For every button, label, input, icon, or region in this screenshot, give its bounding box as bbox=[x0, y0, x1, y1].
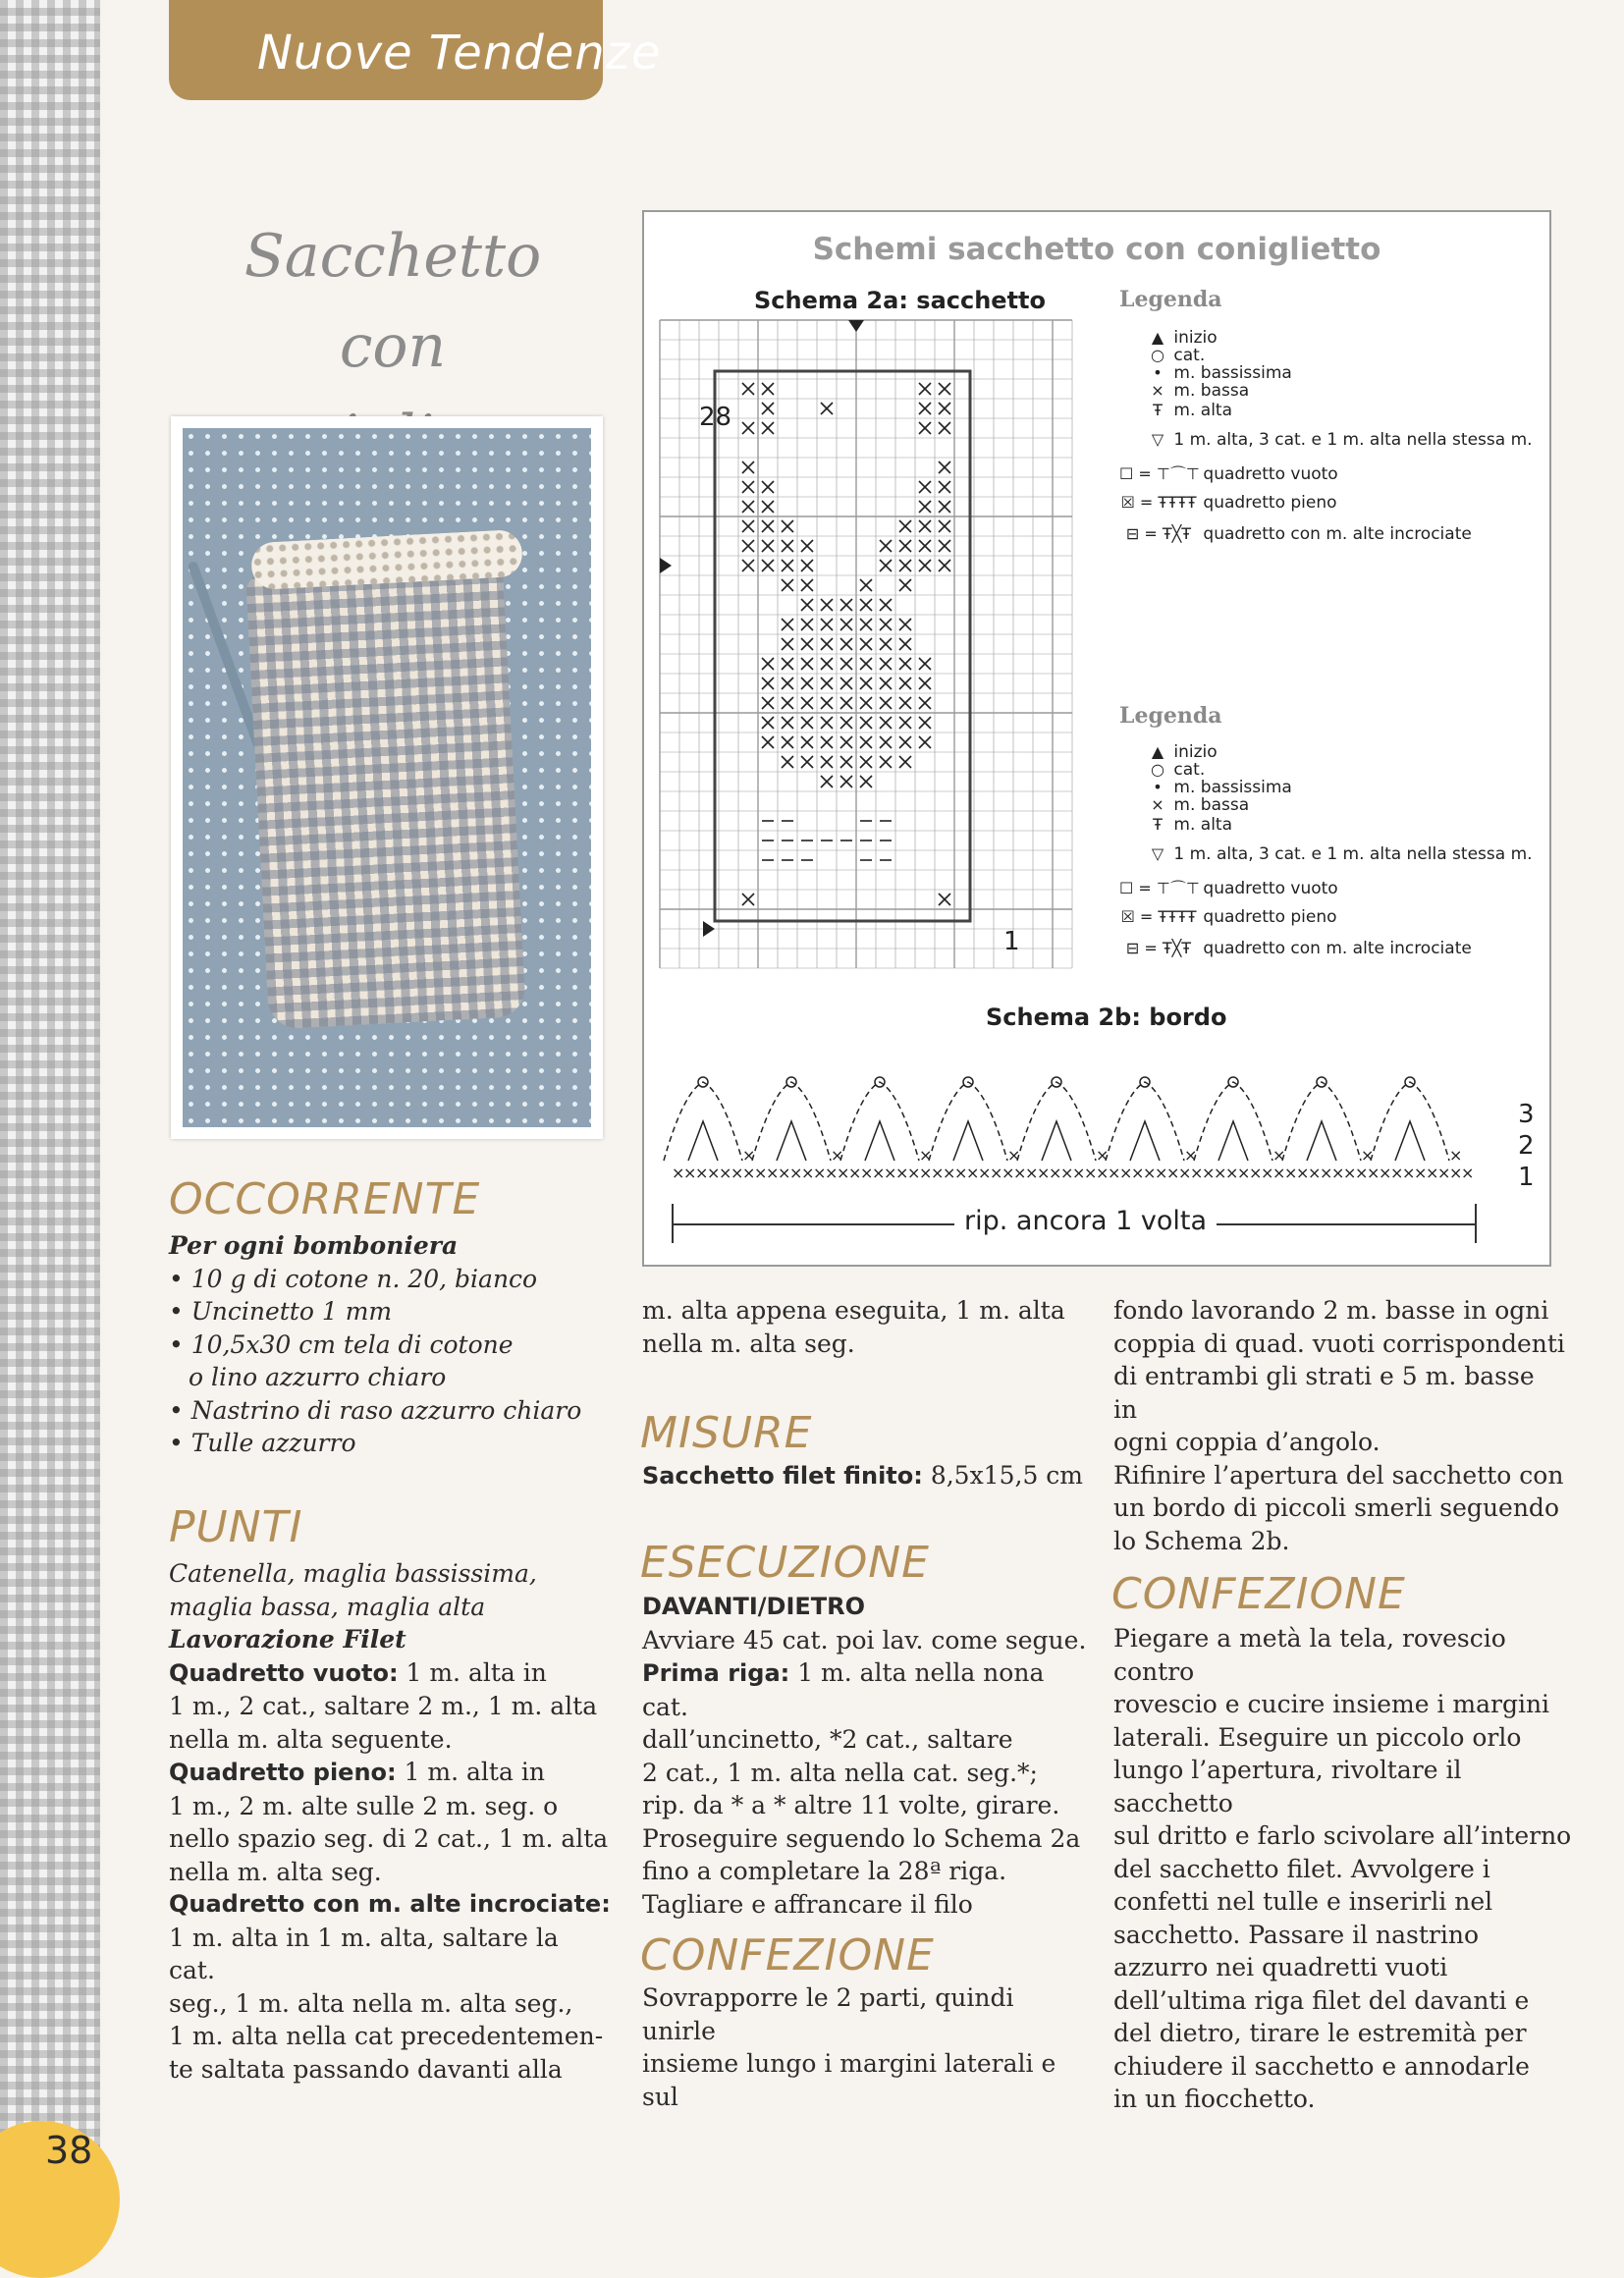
svg-text:×: × bbox=[1449, 1164, 1463, 1182]
svg-text:×: × bbox=[1001, 1164, 1015, 1182]
svg-text:×: × bbox=[831, 1146, 844, 1165]
rip-tick-right bbox=[1475, 1204, 1477, 1243]
text-line: del dietro, tirare le estremità per bbox=[1113, 2019, 1527, 2047]
punti-line: nella m. alta seguente. bbox=[169, 1724, 453, 1754]
legend-text: quadretto con m. alte incrociate bbox=[1198, 939, 1472, 958]
svg-text:×: × bbox=[1449, 1146, 1463, 1165]
text-line: Sovrapporre le 2 parti, quindi unirle bbox=[642, 1983, 1014, 2045]
punti-line: te saltata passando davanti alla bbox=[169, 2054, 563, 2084]
col2-continuation bbox=[642, 1294, 1074, 1360]
svg-text:×: × bbox=[1184, 1146, 1198, 1165]
esecuzione-text bbox=[642, 1591, 1094, 1921]
confezione-text-1 bbox=[642, 1981, 1094, 2113]
punti-line: 1 m., 2 m. alte sulle 2 m. seg. o bbox=[169, 1791, 559, 1820]
svg-text:×: × bbox=[1249, 1164, 1263, 1182]
svg-text:×: × bbox=[860, 1164, 874, 1182]
text-line: Tagliare e affrancare il filo bbox=[642, 1889, 973, 1919]
svg-text:×: × bbox=[848, 1164, 862, 1182]
legend-title-2: Legenda bbox=[1119, 703, 1222, 729]
text-line: di entrambi gli strati e 5 m. basse in bbox=[1113, 1362, 1535, 1424]
punti-pieno bbox=[169, 1756, 611, 1790]
legend-item bbox=[1147, 430, 1533, 450]
punti-line: Catenella, maglia bassissima, bbox=[169, 1559, 537, 1588]
legend-text: cat. bbox=[1168, 760, 1206, 780]
legend-item bbox=[1147, 328, 1218, 348]
legend-text: quadretto con m. alte incrociate bbox=[1198, 524, 1472, 544]
text-line: Rifinire l’apertura del sacchetto con bbox=[1113, 1460, 1564, 1490]
vuoto-label: Quadretto vuoto: bbox=[169, 1658, 399, 1687]
bordo-row-1: 1 bbox=[1518, 1163, 1535, 1192]
row-label-top: 28 bbox=[699, 403, 732, 432]
pieno-label: Quadretto pieno: bbox=[169, 1759, 397, 1786]
occorrente-item: • Uncinetto 1 mm bbox=[169, 1297, 393, 1326]
legend-text: quadretto vuoto bbox=[1198, 464, 1338, 484]
legend-text: quadretto vuoto bbox=[1198, 879, 1338, 898]
svg-text:×: × bbox=[1007, 1146, 1021, 1165]
text-line: 1 m. alta nella nona cat. bbox=[642, 1658, 1045, 1721]
svg-text:×: × bbox=[919, 1146, 933, 1165]
svg-text:×: × bbox=[1379, 1164, 1392, 1182]
svg-text:×: × bbox=[1331, 1164, 1345, 1182]
legend-symbol-icon: ☒ = ŦŦŦŦ bbox=[1120, 907, 1197, 926]
svg-text:×: × bbox=[801, 1164, 815, 1182]
legend-text: m. bassissima bbox=[1168, 778, 1292, 797]
punti-vuoto bbox=[169, 1656, 611, 1691]
legend-item bbox=[1147, 760, 1205, 780]
text-line: chiudere il sacchetto e annodarle bbox=[1113, 2051, 1530, 2081]
confezione-heading-1: CONFEZIONE bbox=[640, 1930, 935, 1980]
rip-label: rip. ancora 1 volta bbox=[954, 1206, 1217, 1236]
text-line: rovescio e cucire insieme i margini bbox=[1113, 1690, 1550, 1718]
legend-symbol-icon: ▲ bbox=[1151, 328, 1164, 347]
svg-text:×: × bbox=[1143, 1164, 1157, 1182]
svg-text:×: × bbox=[884, 1164, 897, 1182]
punti-line: 1 m., 2 cat., saltare 2 m., 1 m. alta bbox=[169, 1692, 598, 1720]
svg-text:×: × bbox=[813, 1164, 827, 1182]
product-photo bbox=[183, 428, 591, 1127]
legend-text: m. alta bbox=[1168, 815, 1232, 835]
punti-line: 1 m. alta nella cat precedentemen- bbox=[169, 2022, 604, 2050]
legend-symbol-icon: Ŧ bbox=[1153, 815, 1163, 834]
legend-item bbox=[1147, 401, 1232, 420]
misure-text bbox=[642, 1459, 1094, 1493]
text-line: in un fiocchetto. bbox=[1113, 2085, 1316, 2113]
text-line: sul dritto e farlo scivolare all’interno bbox=[1113, 1821, 1572, 1850]
svg-text:×: × bbox=[1166, 1164, 1180, 1182]
svg-text:×: × bbox=[1320, 1164, 1333, 1182]
esecuzione-heading: ESECUZIONE bbox=[640, 1538, 930, 1588]
col3-continuation bbox=[1113, 1294, 1565, 1557]
svg-text:×: × bbox=[990, 1164, 1003, 1182]
svg-text:×: × bbox=[1084, 1164, 1098, 1182]
text-line: nella m. alta seg. bbox=[642, 1329, 855, 1358]
svg-text:×: × bbox=[825, 1164, 839, 1182]
svg-text:×: × bbox=[931, 1164, 945, 1182]
svg-text:×: × bbox=[907, 1164, 921, 1182]
svg-text:×: × bbox=[1402, 1164, 1416, 1182]
svg-text:×: × bbox=[1037, 1164, 1051, 1182]
header-title: Nuove Tendenze bbox=[257, 26, 662, 81]
occorrente-item: o lino azzurro chiaro bbox=[189, 1363, 447, 1391]
legend-text: m. bassissima bbox=[1168, 363, 1292, 383]
svg-text:×: × bbox=[966, 1164, 980, 1182]
svg-text:×: × bbox=[872, 1164, 886, 1182]
text-line: m. alta appena eseguita, 1 m. alta bbox=[642, 1296, 1065, 1325]
svg-text:×: × bbox=[707, 1164, 721, 1182]
occorrente-sub: Per ogni bomboniera bbox=[169, 1231, 459, 1260]
legend-item bbox=[1147, 363, 1292, 383]
svg-text:×: × bbox=[1308, 1164, 1322, 1182]
confezione-heading-2: CONFEZIONE bbox=[1111, 1569, 1406, 1619]
legend-item bbox=[1147, 844, 1533, 864]
svg-text:×: × bbox=[1426, 1164, 1439, 1182]
svg-text:×: × bbox=[1367, 1164, 1380, 1182]
svg-text:×: × bbox=[1096, 1146, 1110, 1165]
legend-symbol-icon: ▲ bbox=[1151, 742, 1164, 761]
text-line: Proseguire seguendo lo Schema 2a bbox=[642, 1823, 1081, 1853]
prima-label: Prima riga: bbox=[642, 1659, 790, 1687]
legend-text: m. bassa bbox=[1168, 795, 1250, 815]
occorrente-item: • 10,5x30 cm tela di cotone bbox=[169, 1329, 514, 1359]
text-line: sacchetto. Passare il nastrino bbox=[1113, 1920, 1480, 1949]
legend-symbol-icon: ▽ bbox=[1151, 430, 1164, 449]
punti-line: maglia bassa, maglia alta bbox=[169, 1592, 486, 1621]
legend-symbol-icon: ▽ bbox=[1151, 844, 1164, 863]
occorrente-item: • 10 g di cotone n. 20, bianco bbox=[169, 1264, 538, 1293]
text-line: lungo l’apertura, rivoltare il sacchetto bbox=[1113, 1756, 1462, 1817]
legend-symbol-icon: ○ bbox=[1151, 760, 1164, 779]
svg-text:×: × bbox=[683, 1164, 697, 1182]
schema-2b-chart bbox=[664, 1062, 1475, 1200]
legend-text: cat. bbox=[1168, 346, 1206, 365]
svg-text:×: × bbox=[1284, 1164, 1298, 1182]
legend-title-1: Legenda bbox=[1119, 287, 1222, 312]
svg-text:×: × bbox=[719, 1164, 732, 1182]
text-line: fino a completare la 28ª riga. bbox=[642, 1857, 1007, 1885]
svg-text:×: × bbox=[919, 1164, 933, 1182]
occorrente-item: • Tulle azzurro bbox=[169, 1429, 356, 1457]
svg-text:×: × bbox=[778, 1164, 791, 1182]
svg-text:×: × bbox=[1261, 1164, 1274, 1182]
legend-symbol-icon: ○ bbox=[1151, 346, 1164, 364]
punti-line: nello spazio seg. di 2 cat., 1 m. alta bbox=[169, 1824, 609, 1853]
svg-text:×: × bbox=[754, 1164, 768, 1182]
svg-text:×: × bbox=[672, 1164, 685, 1182]
svg-text:×: × bbox=[1461, 1164, 1475, 1182]
legend-item bbox=[1147, 778, 1292, 797]
legend-text: quadretto pieno bbox=[1198, 493, 1337, 513]
bordo-row-2: 2 bbox=[1518, 1131, 1535, 1161]
schema-2b-title: Schema 2b: bordo bbox=[986, 1003, 1227, 1031]
svg-text:×: × bbox=[1343, 1164, 1357, 1182]
occorrente-item: • Nastrino di raso azzurro chiaro bbox=[169, 1395, 582, 1425]
legend-item bbox=[1119, 493, 1337, 513]
svg-text:×: × bbox=[1072, 1164, 1086, 1182]
punti-line: seg., 1 m. alta nella m. alta seg., bbox=[169, 1988, 573, 2018]
legend-item bbox=[1147, 346, 1205, 365]
product-photo-frame bbox=[171, 416, 603, 1139]
misure-heading: MISURE bbox=[640, 1408, 813, 1458]
text-line: lo Schema 2b. bbox=[1113, 1526, 1290, 1555]
legend-text: m. alta bbox=[1168, 401, 1232, 420]
svg-text:×: × bbox=[1119, 1164, 1133, 1182]
rip-tick-left bbox=[672, 1204, 674, 1243]
misure-value: 8,5x15,5 cm bbox=[922, 1461, 1083, 1490]
svg-text:×: × bbox=[1361, 1146, 1375, 1165]
legend-item bbox=[1119, 907, 1337, 927]
schema-2a-title: Schema 2a: sacchetto bbox=[754, 287, 1047, 314]
text-line: coppia di quad. vuoti corrispondenti bbox=[1113, 1329, 1565, 1358]
svg-text:×: × bbox=[789, 1164, 803, 1182]
svg-text:×: × bbox=[1225, 1164, 1239, 1182]
legend-symbol-icon: ☐ = ⊤⌒⊤ bbox=[1119, 879, 1200, 897]
text-line: confetti nel tulle e inserirli nel bbox=[1113, 1887, 1493, 1916]
svg-text:×: × bbox=[1390, 1164, 1404, 1182]
svg-text:×: × bbox=[895, 1164, 909, 1182]
svg-text:×: × bbox=[1272, 1146, 1286, 1165]
legend-symbol-icon: ⊟ = Ŧ╳Ŧ bbox=[1125, 524, 1192, 543]
svg-text:×: × bbox=[742, 1164, 756, 1182]
punti-line: 1 m. alta in 1 m. alta, saltare la cat. bbox=[169, 1923, 559, 1984]
schema-box bbox=[642, 210, 1551, 1267]
text-line: 2 cat., 1 m. alta nella cat. seg.*; bbox=[642, 1758, 1038, 1787]
legend-item bbox=[1119, 461, 1338, 484]
legend-text: inizio bbox=[1168, 742, 1218, 762]
article-title-line2: con bbox=[339, 312, 447, 381]
occorrente-heading: OCCORRENTE bbox=[169, 1174, 481, 1224]
svg-text:×: × bbox=[837, 1164, 850, 1182]
svg-text:×: × bbox=[943, 1164, 956, 1182]
svg-text:×: × bbox=[695, 1164, 709, 1182]
text-line: Piegare a metà la tela, rovescio contro bbox=[1113, 1624, 1506, 1686]
legend-item bbox=[1119, 524, 1472, 544]
legend-symbol-icon: • bbox=[1153, 778, 1163, 796]
svg-text:×: × bbox=[1190, 1164, 1204, 1182]
svg-text:×: × bbox=[1049, 1164, 1062, 1182]
legend-text: quadretto pieno bbox=[1198, 907, 1337, 927]
incr-label: Quadretto con m. alte incrociate: bbox=[169, 1890, 611, 1918]
punti-text bbox=[169, 1557, 611, 2086]
svg-text:×: × bbox=[1155, 1164, 1168, 1182]
schema-title: Schemi sacchetto con coniglietto bbox=[812, 232, 1381, 267]
legend-symbol-icon: ☐ = ⊤⌒⊤ bbox=[1119, 464, 1200, 483]
text-line: dell’ultima riga filet del davanti e bbox=[1113, 1985, 1530, 2015]
legend-item bbox=[1147, 815, 1232, 835]
text-line: dall’uncinetto, *2 cat., saltare bbox=[642, 1725, 1013, 1754]
confezione-text-2 bbox=[1113, 1622, 1575, 2116]
svg-text:×: × bbox=[1096, 1164, 1110, 1182]
punti-heading: PUNTI bbox=[169, 1502, 303, 1552]
svg-text:×: × bbox=[1214, 1164, 1227, 1182]
svg-text:×: × bbox=[731, 1164, 744, 1182]
svg-text:×: × bbox=[1131, 1164, 1145, 1182]
svg-text:×: × bbox=[766, 1164, 780, 1182]
legend-symbol-icon: • bbox=[1153, 363, 1163, 382]
legend-item bbox=[1119, 876, 1338, 898]
text-line: fondo lavorando 2 m. basse in ogni bbox=[1113, 1296, 1549, 1325]
legend-item bbox=[1119, 939, 1472, 958]
punti-filet: Lavorazione Filet bbox=[169, 1625, 406, 1654]
text-line: rip. da * a * altre 11 volte, girare. bbox=[642, 1791, 1060, 1819]
davanti-label: DAVANTI/DIETRO bbox=[642, 1593, 866, 1620]
punti-line: nella m. alta seg. bbox=[169, 1857, 382, 1886]
page-number: 38 bbox=[45, 2129, 93, 2172]
svg-text:×: × bbox=[1202, 1164, 1216, 1182]
legend-symbol-icon: Ŧ bbox=[1153, 401, 1163, 419]
article-title-line1: Sacchetto bbox=[244, 222, 542, 291]
text-line: del sacchetto filet. Avvolgere i bbox=[1113, 1854, 1490, 1883]
pieno-text: 1 m. alta in bbox=[396, 1758, 545, 1786]
svg-text:×: × bbox=[1178, 1164, 1192, 1182]
legend-symbol-icon: × bbox=[1151, 795, 1164, 814]
svg-text:×: × bbox=[742, 1146, 756, 1165]
legend-text: 1 m. alta, 3 cat. e 1 m. alta nella stessa m. bbox=[1168, 844, 1533, 864]
gingham-border bbox=[0, 0, 100, 2203]
legend-text: 1 m. alta, 3 cat. e 1 m. alta nella stessa m. bbox=[1168, 430, 1533, 450]
text-line: un bordo di piccoli smerli seguendo bbox=[1113, 1493, 1559, 1522]
legend-item bbox=[1147, 381, 1249, 401]
svg-text:×: × bbox=[1414, 1164, 1428, 1182]
legend-symbol-icon: ⊟ = Ŧ╳Ŧ bbox=[1125, 939, 1192, 957]
vuoto-text: 1 m. alta in bbox=[398, 1657, 547, 1687]
svg-text:×: × bbox=[1060, 1164, 1074, 1182]
svg-text:×: × bbox=[1237, 1164, 1251, 1182]
text-line: laterali. Eseguire un piccolo orlo bbox=[1113, 1722, 1522, 1752]
crochet-bag bbox=[245, 561, 526, 1029]
row-label-bottom: 1 bbox=[1003, 927, 1020, 956]
legend-text: m. bassa bbox=[1168, 381, 1250, 401]
svg-text:×: × bbox=[1355, 1164, 1369, 1182]
text-line: azzurro nei quadretti vuoti bbox=[1113, 1953, 1448, 1981]
legend-symbol-icon: × bbox=[1151, 381, 1164, 400]
legend-item bbox=[1147, 742, 1218, 762]
svg-text:×: × bbox=[1025, 1164, 1039, 1182]
svg-text:×: × bbox=[1437, 1164, 1451, 1182]
legend-symbol-icon: ☒ = ŦŦŦŦ bbox=[1120, 493, 1197, 512]
svg-text:×: × bbox=[1272, 1164, 1286, 1182]
svg-text:×: × bbox=[954, 1164, 968, 1182]
svg-text:×: × bbox=[1296, 1164, 1310, 1182]
misure-label: Sacchetto filet finito: bbox=[642, 1462, 923, 1490]
svg-text:×: × bbox=[1013, 1164, 1027, 1182]
legend-item bbox=[1147, 795, 1249, 815]
svg-text:×: × bbox=[1108, 1164, 1121, 1182]
text-line: ogni coppia d’angolo. bbox=[1113, 1428, 1380, 1456]
svg-text:×: × bbox=[978, 1164, 992, 1182]
legend-text: inizio bbox=[1168, 328, 1218, 348]
text-line: insieme lungo i margini laterali e sul bbox=[642, 2049, 1056, 2111]
text-line: Avviare 45 cat. poi lav. come segue. bbox=[642, 1625, 1087, 1654]
occorrente-list bbox=[169, 1229, 601, 1460]
bordo-row-3: 3 bbox=[1518, 1100, 1535, 1129]
